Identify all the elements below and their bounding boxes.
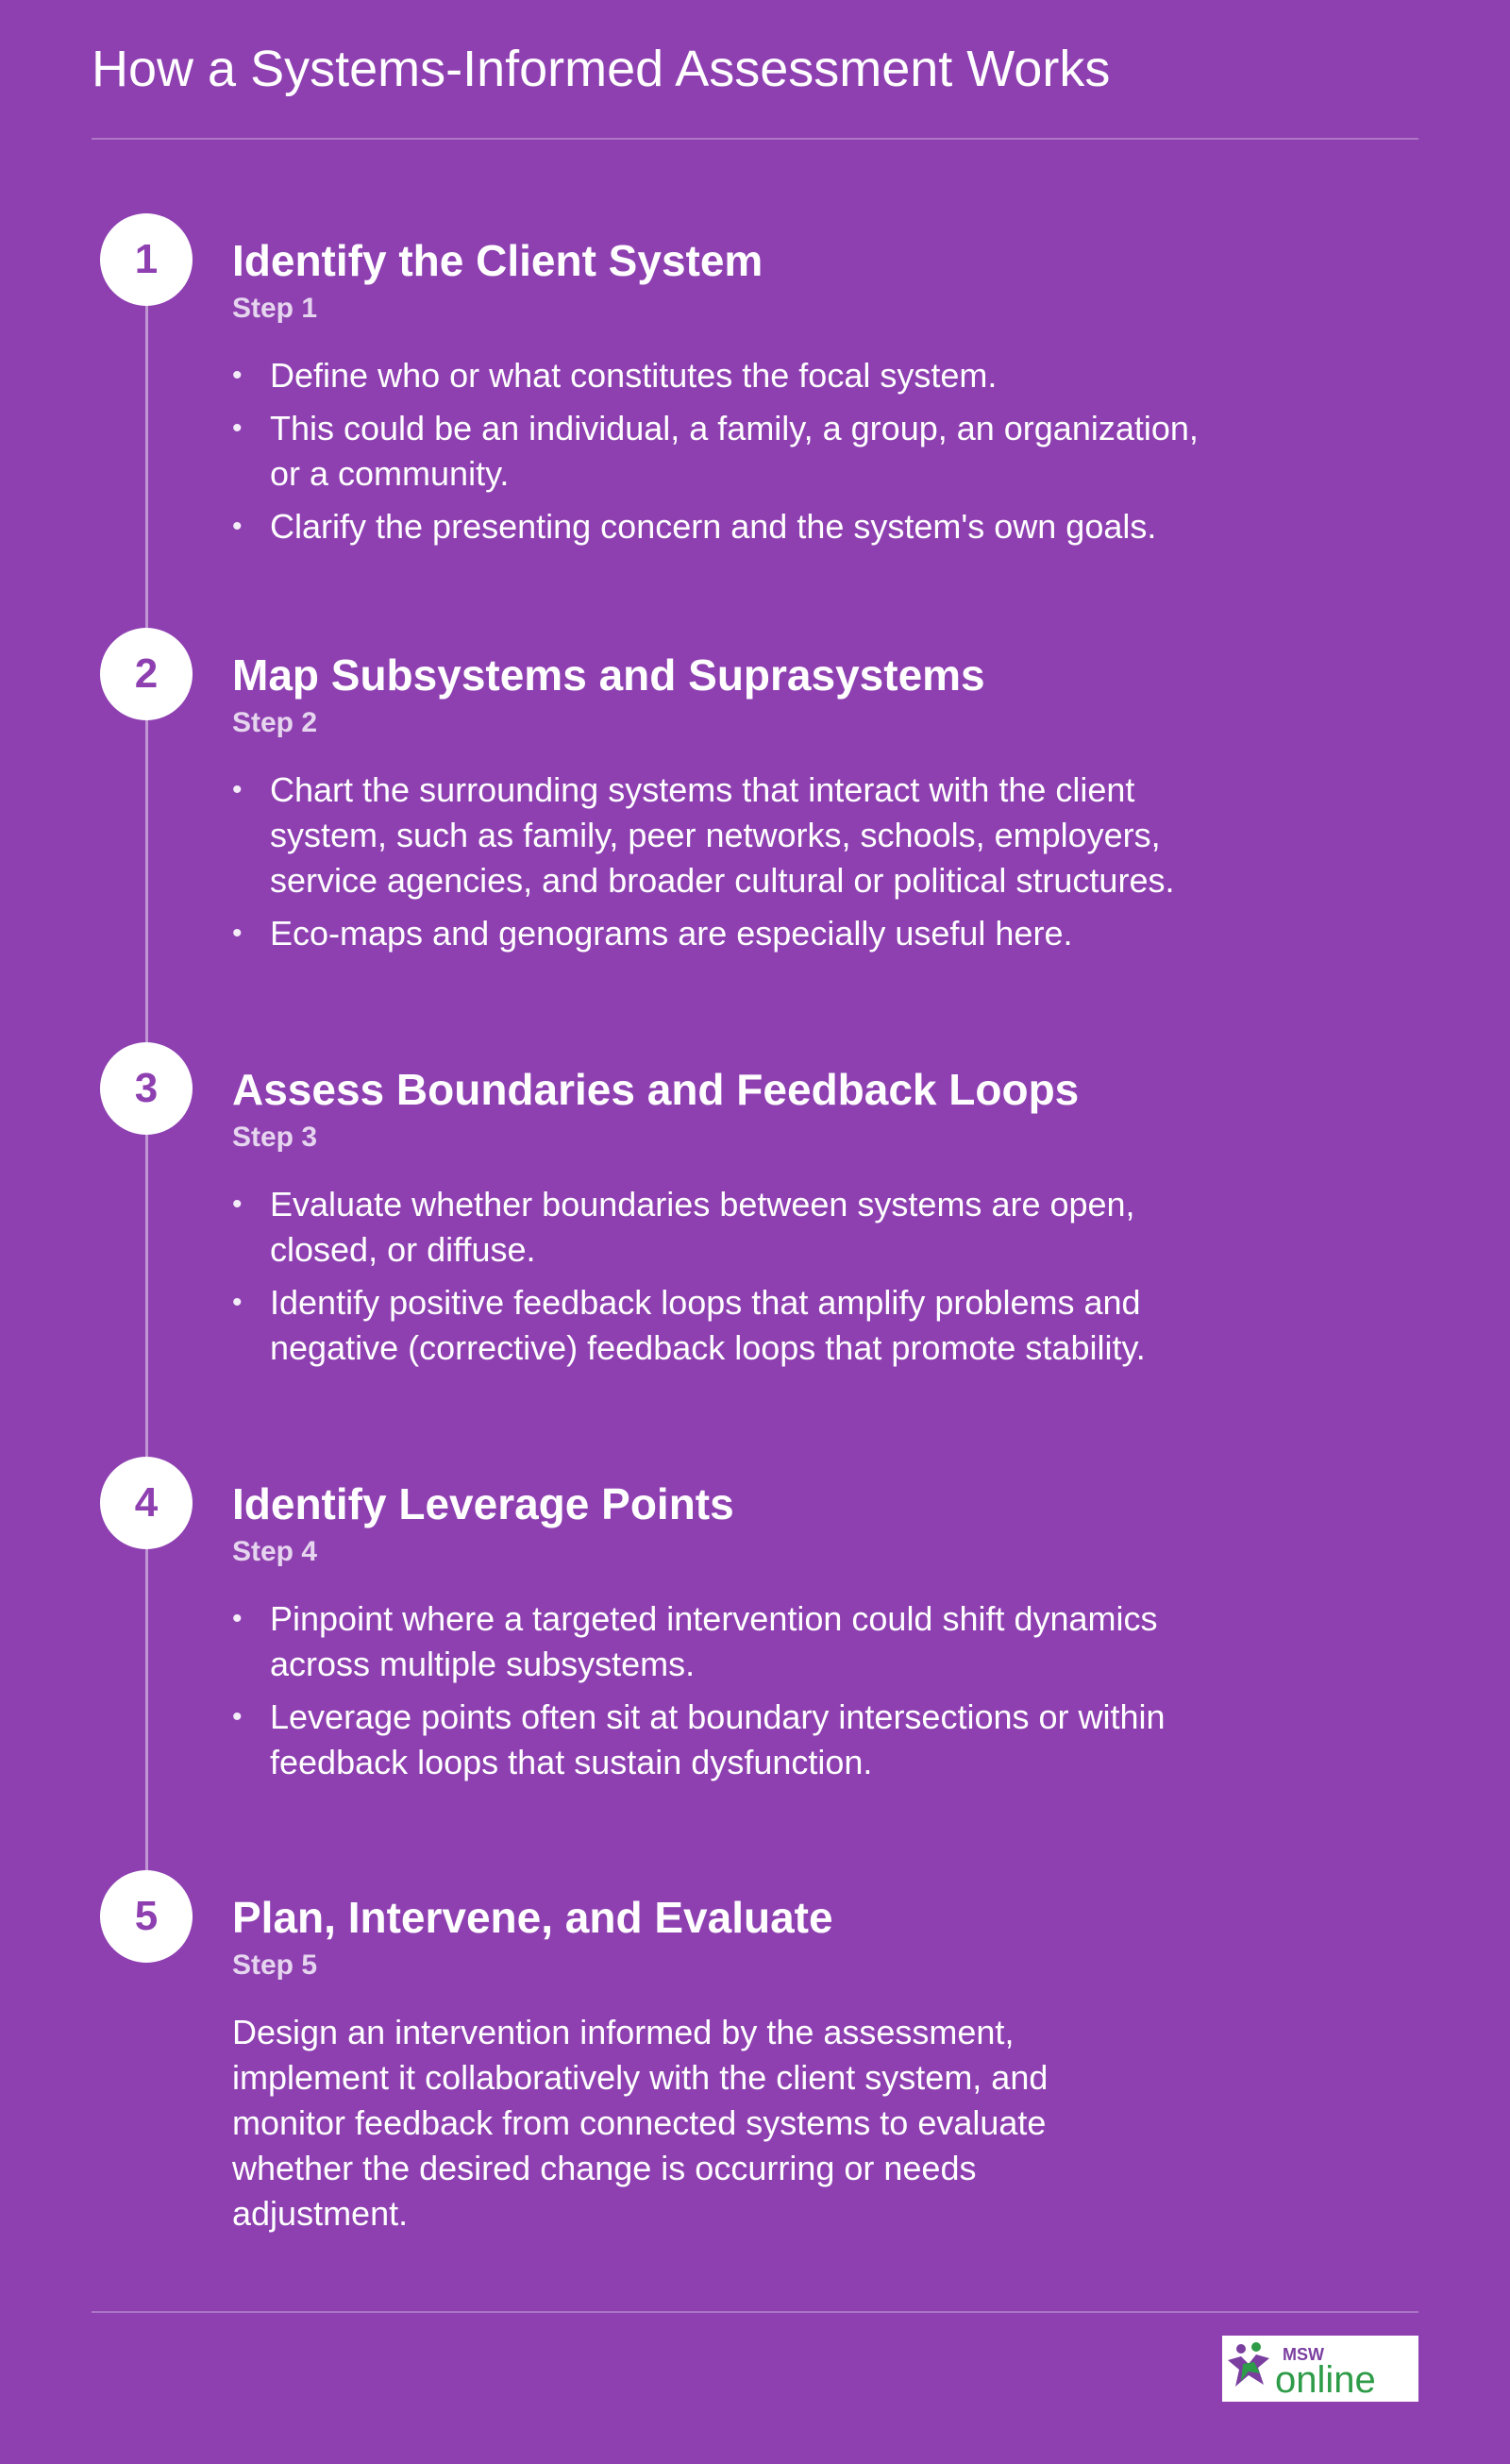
msw-online-logo [1222,2336,1418,2402]
step-bullet-list [232,768,1204,964]
step-number-circle: 3 [100,1042,193,1135]
step-number-circle: 2 [100,628,193,720]
logo-top-text: MSW [1283,2345,1324,2364]
step-number-circle: 1 [100,213,193,306]
step-title: Plan, Intervene, and Evaluate [232,1893,833,1942]
top-divider [92,138,1418,140]
step-body-text: Design an intervention informed by the assessment, implement it collaboratively with the client system, and monitor feedback from connected systems to evaluate whether the desired change is occurring or needs adjustment. [232,2013,1049,2233]
logo-graphic [1222,2336,1418,2402]
bullet-item: • This could be an individual, a family, a group, an organization, or a community. [232,406,1204,497]
step-number-circle: 4 [100,1457,193,1549]
step-title: Identify the Client System [232,236,763,285]
step-number-circle: 5 [100,1870,193,1963]
step-bullet-list [232,1596,1204,1793]
step-title: Assess Boundaries and Feedback Loops [232,1065,1080,1114]
step-label: Step 4 [232,1536,318,1567]
step-label: Step 1 [232,293,318,324]
step-label: Step 5 [232,1949,318,1981]
step-label: Step 3 [232,1122,318,1153]
step-bullet-list [232,353,1204,557]
bullet-item: • Pinpoint where a targeted intervention could shift dynamics across multiple subsystems. [232,1596,1204,1687]
page-title: How a Systems-Informed Assessment Works [92,41,1111,97]
step-label: Step 2 [232,707,318,738]
step-title: Map Subsystems and Suprasystems [232,650,985,700]
bullet-item: • Identify positive feedback loops that amplify problems and negative (corrective) feedback loops that promote stability. [232,1280,1204,1371]
logo-main-text: online [1275,2359,1376,2401]
bullet-item: • Eco-maps and genograms are especially useful here. [232,911,1204,956]
bullet-item: • Evaluate whether boundaries between systems are open, closed, or diffuse. [232,1182,1204,1273]
bullet-item: • Clarify the presenting concern and the system's own goals. [232,504,1204,549]
bullet-item: • Define who or what constitutes the focal system. [232,353,1204,398]
bottom-divider [92,2311,1418,2313]
people-star-icon [1228,2342,1269,2387]
bullet-item: • Leverage points often sit at boundary intersections or within feedback loops that sustain dysfunction. [232,1695,1204,1785]
bullet-item: • Chart the surrounding systems that interact with the client system, such as family, peer networks, schools, employers, service agencies, and broader cultural or political structures. [232,768,1204,903]
step-title: Identify Leverage Points [232,1479,734,1528]
step-bullet-list [232,1182,1204,1378]
